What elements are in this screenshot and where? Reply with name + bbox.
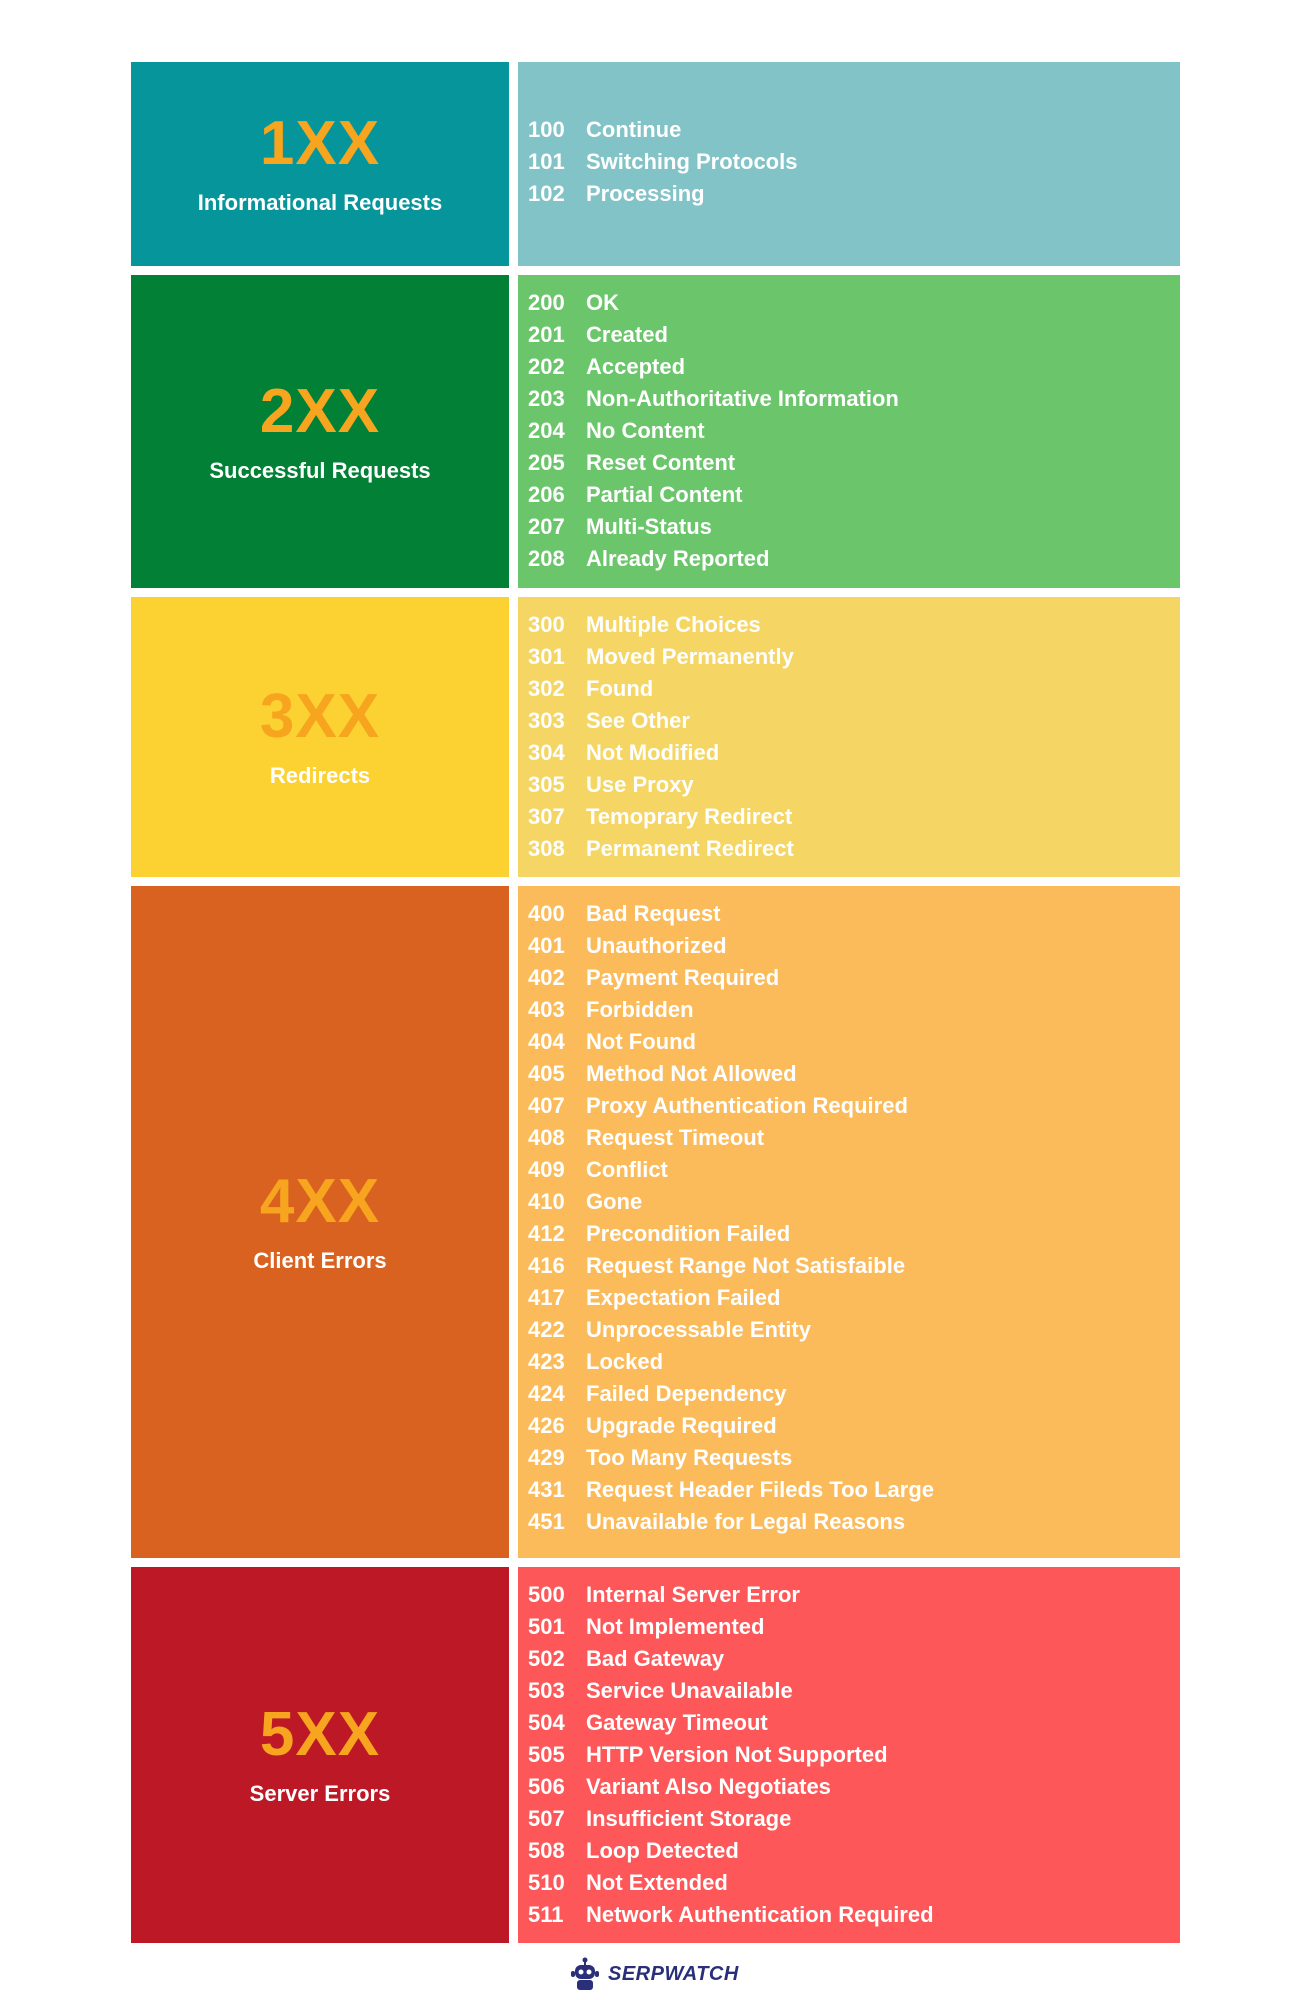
status-number: 426 <box>528 1413 565 1438</box>
category-4xx <box>131 886 1180 1558</box>
status-number: 201 <box>528 322 565 347</box>
category-header <box>131 886 509 1558</box>
status-label: Use Proxy <box>586 772 694 797</box>
status-label: Permanent Redirect <box>586 836 794 861</box>
status-label: Unauthorized <box>586 933 727 958</box>
category-code: 5XX <box>259 1700 381 1769</box>
status-number: 400 <box>528 901 565 926</box>
status-number: 506 <box>528 1774 565 1799</box>
status-label: Temoprary Redirect <box>586 804 793 829</box>
list-item <box>528 1474 1180 1506</box>
list-item <box>528 673 1180 705</box>
status-label: Partial Content <box>586 482 743 507</box>
status-label: Accepted <box>586 354 686 379</box>
list-item <box>528 1218 1180 1250</box>
status-label: Network Authentication Required <box>586 1902 934 1927</box>
code-list <box>518 1567 1180 1943</box>
status-number: 207 <box>528 514 565 539</box>
status-label: Gateway Timeout <box>586 1710 768 1735</box>
status-label: Multi-Status <box>586 514 712 539</box>
category-code: 1XX <box>259 109 381 178</box>
status-label: Failed Dependency <box>586 1381 787 1406</box>
status-number: 408 <box>528 1125 565 1150</box>
status-number: 503 <box>528 1678 565 1703</box>
status-label: Upgrade Required <box>586 1413 777 1438</box>
list-item <box>528 1090 1180 1122</box>
status-label: Moved Permanently <box>586 644 794 669</box>
list-item <box>528 705 1180 737</box>
list-item <box>528 1643 1180 1675</box>
list-item <box>528 287 1180 319</box>
list-item <box>528 833 1180 865</box>
list-item <box>528 1771 1180 1803</box>
status-number: 416 <box>528 1253 565 1278</box>
status-number: 409 <box>528 1157 565 1182</box>
status-label: See Other <box>586 708 690 733</box>
status-number: 508 <box>528 1838 565 1863</box>
status-label: Found <box>586 676 654 701</box>
category-header <box>131 1567 509 1943</box>
status-label: Not Extended <box>586 1870 728 1895</box>
list-item <box>528 1707 1180 1739</box>
status-number: 403 <box>528 997 565 1022</box>
status-number: 301 <box>528 644 565 669</box>
status-label: Loop Detected <box>586 1838 739 1863</box>
serpwatch-logo <box>570 1957 739 1991</box>
category-header <box>131 62 509 266</box>
list-item <box>528 609 1180 641</box>
list-item <box>528 479 1180 511</box>
status-label: Forbidden <box>586 997 694 1022</box>
status-number: 412 <box>528 1221 565 1246</box>
status-label: Request Range Not Satisfaible <box>586 1253 906 1278</box>
status-label: Not Implemented <box>586 1614 765 1639</box>
status-number: 302 <box>528 676 565 701</box>
status-label: Switching Protocols <box>586 149 798 174</box>
status-number: 504 <box>528 1710 565 1735</box>
list-item <box>528 1378 1180 1410</box>
status-number: 100 <box>528 117 565 142</box>
status-label: Reset Content <box>586 450 736 475</box>
status-number: 101 <box>528 149 565 174</box>
status-number: 423 <box>528 1349 565 1374</box>
logo-text: SERPWATCH <box>608 1962 739 1985</box>
list-item <box>528 1410 1180 1442</box>
status-number: 208 <box>528 546 565 571</box>
list-item <box>528 1058 1180 1090</box>
status-number: 505 <box>528 1742 565 1767</box>
list-item <box>528 543 1180 575</box>
status-label: Processing <box>586 181 705 206</box>
list-item <box>528 769 1180 801</box>
category-name: Server Errors <box>249 1781 391 1806</box>
list-item <box>528 1899 1180 1931</box>
list-item <box>528 1442 1180 1474</box>
list-item <box>528 1867 1180 1899</box>
list-item <box>528 898 1180 930</box>
list-item <box>528 1154 1180 1186</box>
status-number: 204 <box>528 418 565 443</box>
category-code: 4XX <box>259 1167 381 1236</box>
list-item <box>528 1675 1180 1707</box>
list-item <box>528 1611 1180 1643</box>
status-number: 511 <box>528 1902 564 1927</box>
list-item <box>528 930 1180 962</box>
list-item <box>528 114 1180 146</box>
category-3xx <box>131 597 1180 877</box>
status-number: 303 <box>528 708 565 733</box>
list-item <box>528 1026 1180 1058</box>
status-number: 203 <box>528 386 565 411</box>
status-label: Locked <box>586 1349 664 1374</box>
list-item <box>528 1282 1180 1314</box>
status-label: HTTP Version Not Supported <box>586 1742 888 1767</box>
list-item <box>528 1835 1180 1867</box>
list-item <box>528 383 1180 415</box>
status-label: Request Header Fileds Too Large <box>586 1477 935 1502</box>
status-number: 410 <box>528 1189 565 1214</box>
category-name: Successful Requests <box>209 457 431 483</box>
category-name: Redirects <box>269 763 371 788</box>
status-number: 300 <box>528 612 565 637</box>
code-list <box>518 275 1180 588</box>
list-item <box>528 962 1180 994</box>
code-list <box>518 62 1180 266</box>
category-name: Informational Requests <box>197 190 443 215</box>
status-label: Insufficient Storage <box>586 1806 792 1831</box>
status-label: Gone <box>586 1189 643 1214</box>
status-label: Internal Server Error <box>586 1582 800 1607</box>
status-number: 205 <box>528 450 565 475</box>
list-item <box>528 351 1180 383</box>
list-item <box>528 447 1180 479</box>
status-number: 202 <box>528 354 565 379</box>
list-item <box>528 1803 1180 1835</box>
status-label: Payment Required <box>586 965 780 990</box>
status-label: Created <box>586 322 668 347</box>
status-number: 429 <box>528 1445 565 1470</box>
status-number: 404 <box>528 1029 565 1054</box>
status-number: 501 <box>528 1614 565 1639</box>
status-number: 502 <box>528 1646 565 1671</box>
list-item <box>528 1739 1180 1771</box>
status-number: 304 <box>528 740 565 765</box>
list-item <box>528 1346 1180 1378</box>
status-label: Proxy Authentication Required <box>586 1093 908 1118</box>
robot-icon <box>570 1957 600 1991</box>
status-label: Expectation Failed <box>586 1285 781 1310</box>
category-5xx <box>131 1567 1180 1943</box>
list-item <box>528 1186 1180 1218</box>
status-label: Multiple Choices <box>586 612 761 637</box>
category-1xx <box>131 62 1180 266</box>
list-item <box>528 1579 1180 1611</box>
status-code-table <box>131 62 1180 1952</box>
status-number: 407 <box>528 1093 565 1118</box>
status-label: Request Timeout <box>586 1125 765 1150</box>
list-item <box>528 319 1180 351</box>
category-header <box>131 275 509 588</box>
status-label: Variant Also Negotiates <box>586 1774 831 1799</box>
category-2xx <box>131 275 1180 588</box>
status-number: 417 <box>528 1285 565 1310</box>
list-item <box>528 1122 1180 1154</box>
status-label: Too Many Requests <box>586 1445 793 1470</box>
category-name: Client Errors <box>253 1248 387 1273</box>
list-item <box>528 146 1180 178</box>
status-label: Already Reported <box>586 546 770 571</box>
category-header <box>131 597 509 877</box>
status-label: Conflict <box>586 1157 668 1182</box>
status-label: Not Found <box>586 1029 696 1054</box>
list-item <box>528 415 1180 447</box>
category-code: 2XX <box>259 376 381 446</box>
list-item <box>528 511 1180 543</box>
list-item <box>528 178 1180 210</box>
status-label: Continue <box>586 117 682 142</box>
status-label: Precondition Failed <box>586 1221 791 1246</box>
status-number: 401 <box>528 933 565 958</box>
list-item <box>528 737 1180 769</box>
status-number: 308 <box>528 836 565 861</box>
status-number: 422 <box>528 1317 565 1342</box>
status-label: Unprocessable Entity <box>586 1317 811 1342</box>
code-list <box>518 886 1180 1558</box>
status-label: OK <box>586 290 619 315</box>
status-number: 424 <box>528 1381 565 1406</box>
status-number: 431 <box>528 1477 565 1502</box>
status-number: 510 <box>528 1870 565 1895</box>
list-item <box>528 1250 1180 1282</box>
status-number: 200 <box>528 290 565 315</box>
status-label: Service Unavailable <box>586 1678 793 1703</box>
status-label: Not Modified <box>586 740 720 765</box>
code-list <box>518 597 1180 877</box>
list-item <box>528 641 1180 673</box>
status-number: 402 <box>528 965 565 990</box>
status-label: Non-Authoritative Information <box>586 386 899 411</box>
status-number: 307 <box>528 804 565 829</box>
status-label: Unavailable for Legal Reasons <box>586 1509 906 1534</box>
status-label: Bad Request <box>586 901 721 926</box>
status-number: 405 <box>528 1061 565 1086</box>
list-item <box>528 1314 1180 1346</box>
list-item <box>528 1506 1180 1538</box>
list-item <box>528 801 1180 833</box>
status-number: 206 <box>528 482 565 507</box>
status-number: 102 <box>528 181 565 206</box>
status-number: 305 <box>528 772 565 797</box>
status-number: 500 <box>528 1582 565 1607</box>
list-item <box>528 994 1180 1026</box>
status-label: No Content <box>586 418 705 443</box>
status-label: Method Not Allowed <box>586 1061 797 1086</box>
status-number: 451 <box>528 1509 565 1534</box>
category-code: 3XX <box>259 682 381 751</box>
status-number: 507 <box>528 1806 565 1831</box>
status-label: Bad Gateway <box>586 1646 725 1671</box>
